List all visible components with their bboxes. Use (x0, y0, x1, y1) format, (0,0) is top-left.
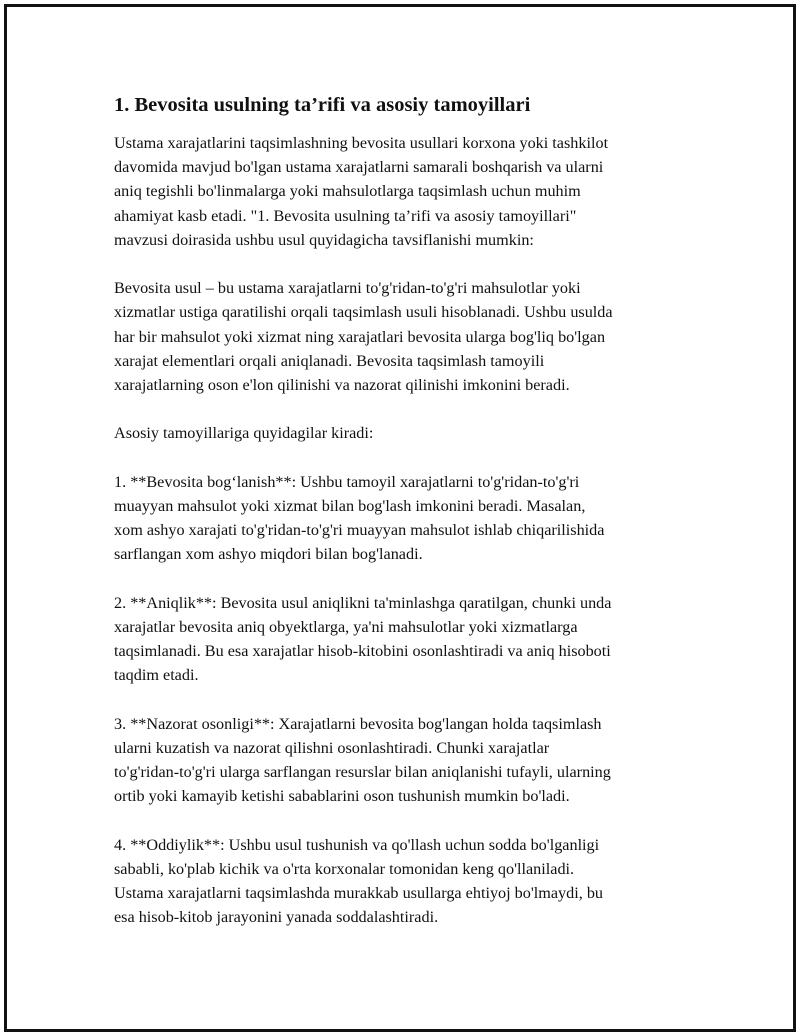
text-line: esa hisob-kitob jarayonini yanada soddalashtiradi. (114, 908, 439, 927)
text-line: mavzusi doirasida ushbu usul quyidagicha tavsiflanishi mumkin: (114, 230, 534, 249)
section-title: 1. Bevosita usulning ta’rifi va asosiy tamoyillari (114, 94, 531, 116)
text-line: sababli, ko'plab kichik va o'rta korxonalar tomonidan keng qo'llaniladi. (114, 860, 575, 878)
text-line: aniq tegishli bo'linmalarga yoki mahsulotlarga taqsimlash uchun muhim (114, 182, 581, 201)
text-line: xom ashyo xarajati to'g'ridan-to'g'ri muayyan mahsulot ishlab chiqarilishida (114, 521, 605, 540)
paragraph-principle-4 (114, 833, 694, 930)
text-line: xarajatlarning oson e'lon qilinishi va nazorat qilinishi imkonini beradi. (114, 376, 570, 395)
text-line: Ustama xarajatlarni taqsimlashda murakkab usullarga ehtiyoj bo'lmaydi, bu (114, 884, 604, 903)
text-line: xarajatlar bevosita aniq obyektlarga, ya'ni mahsulotlar yoki xizmatlarga (114, 618, 578, 636)
text-line: xizmatlar ustiga qaratilishi orqali taqsimlash usuli hisoblanadi. Ushbu usulda (114, 303, 613, 322)
text-line: sarflangan xom ashyo miqdori bilan bog'lanadi. (114, 545, 423, 564)
paragraph-principles-intro (114, 421, 694, 445)
paragraph-intro (114, 131, 694, 252)
text-line: ularni kuzatish va nazorat qilishni osonlashtiradi. Chunki xarajatlar (114, 739, 550, 757)
text-line: to'g'ridan-to'g'ri ularga sarflangan resurslar bilan aniqlanishi tufayli, ularning (114, 763, 611, 782)
text-line: 1. **Bevosita bog‘lanish**: Ushbu tamoyil xarajatlarni to'g'ridan-to'g'ri (114, 472, 580, 491)
text-line: ortib yoki kamayib ketishi sabablarini oson tushunish mumkin bo'ladi. (114, 787, 570, 806)
paragraph-principle-1 (114, 470, 694, 567)
text-line: Ustama xarajatlarini taqsimlashning bevosita usullari korxona yoki tashkilot (114, 134, 609, 152)
paragraph-principle-3 (114, 712, 694, 809)
text-line: Asosiy tamoyillariga quyidagilar kiradi: (114, 424, 374, 443)
text-line: muayyan mahsulot yoki xizmat bilan bog'lash imkonini beradi. Masalan, (114, 497, 586, 515)
text-line: taqdim etadi. (114, 666, 199, 685)
text-line: davomida mavjud bo'lgan ustama xarajatlarni samarali boshqarish va ularni (114, 158, 604, 177)
text-line: xarajat elementlari orqali aniqlanadi. Bevosita taqsimlash tamoyili (114, 351, 545, 370)
text-line: ahamiyat kasb etadi. "1. Bevosita usulning ta’rifi va asosiy tamoyillari" (114, 206, 577, 225)
text-line: taqsimlanadi. Bu esa xarajatlar hisob-kitobini osonlashtiradi va aniq hisoboti (114, 642, 611, 661)
text-line: har bir mahsulot yoki xizmat ning xarajatlari bevosita ularga bog'liq bo'lgan (114, 327, 606, 346)
paragraph-principle-2 (114, 591, 694, 688)
paragraph-definition (114, 276, 694, 397)
text-line: 3. **Nazorat osonligi**: Xarajatlarni bevosita bog'langan holda taqsimlash (114, 714, 602, 733)
text-line: Bevosita usul – bu ustama xarajatlarni to'g'ridan-to'g'ri mahsulotlar yoki (114, 279, 581, 298)
document-body (114, 93, 694, 954)
text-line: 2. **Aniqlik**: Bevosita usul aniqlikni ta'minlashga qaratilgan, chunki unda (114, 593, 612, 612)
text-line: 4. **Oddiylik**: Ushbu usul tushunish va qo'llash uchun sodda bo'lganligi (114, 835, 600, 854)
